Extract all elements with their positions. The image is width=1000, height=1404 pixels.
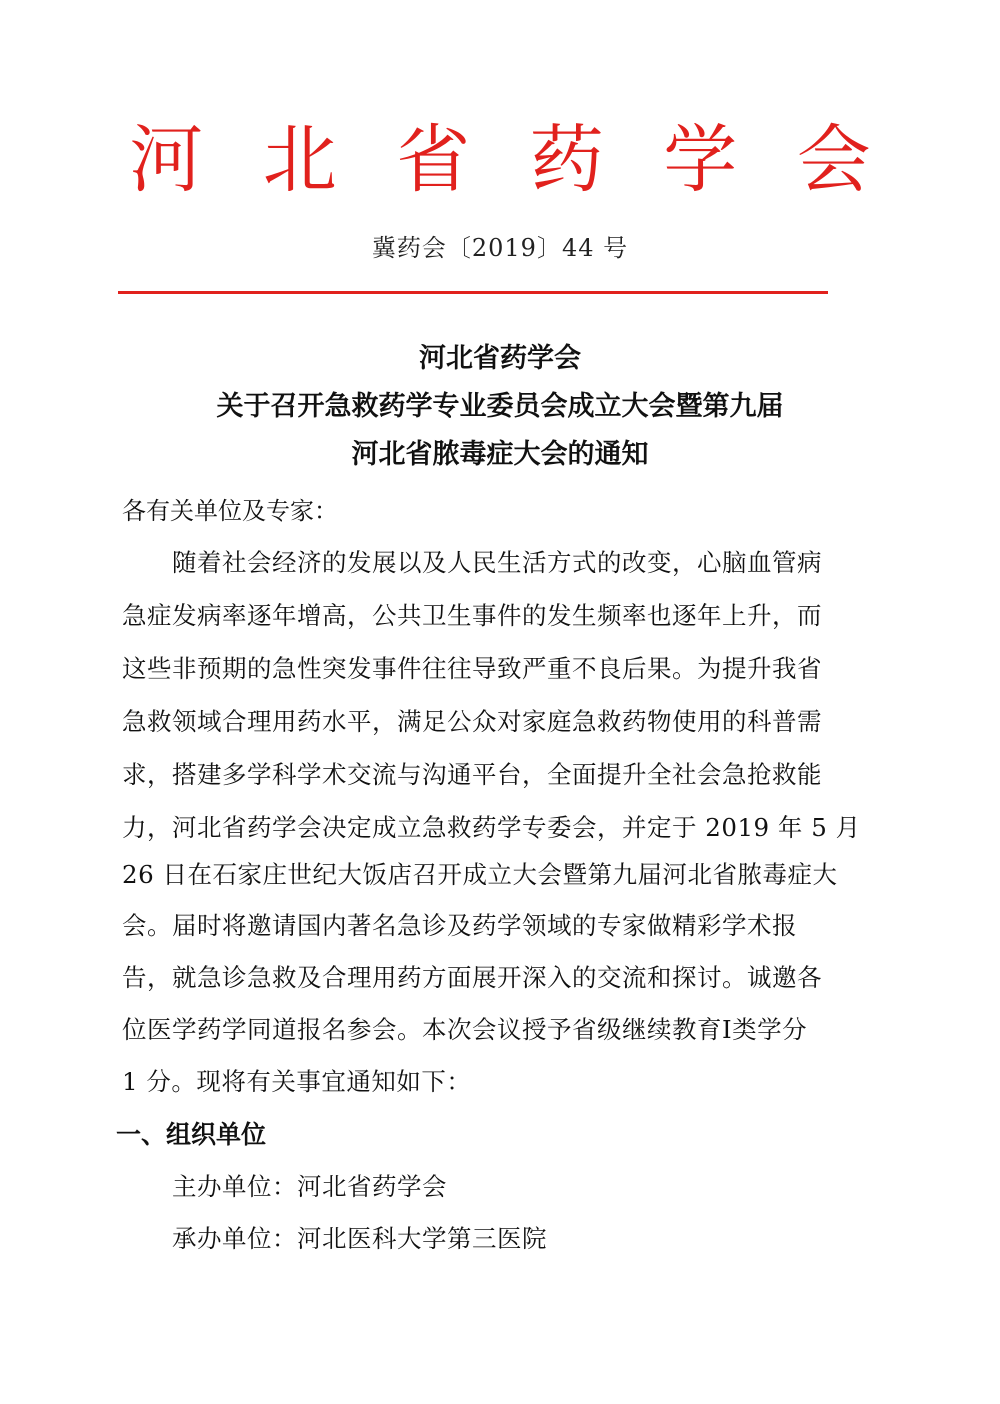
- section-heading-organizers: 一、组织单位: [116, 1120, 267, 1149]
- host-unit: 主办单位：河北省药学会: [172, 1172, 447, 1201]
- body-line: 会。届时将邀请国内著名急诊及药学领域的专家做精彩学术报: [122, 911, 797, 940]
- body-line: 急救领域合理用药水平，满足公众对家庭急救药物使用的科普需: [122, 707, 822, 736]
- letterhead-divider: [118, 291, 828, 294]
- notice-title-line-2: 关于召开急救药学专业委员会成立大会暨第九届: [216, 391, 784, 422]
- body-line: 告，就急诊急救及合理用药方面展开深入的交流和探讨。诚邀各: [122, 963, 822, 992]
- notice-title-line-3: 河北省脓毒症大会的通知: [351, 439, 649, 470]
- notice-title: [0, 335, 1000, 479]
- salutation: 各有关单位及专家：: [122, 497, 338, 525]
- organizer-unit: 承办单位：河北医科大学第三医院: [172, 1224, 547, 1253]
- body-line: 位医学药学同道报名参会。本次会议授予省级继续教育Ⅰ类学分: [122, 1015, 808, 1044]
- body-line: 26 日在石家庄世纪大饭店召开成立大会暨第九届河北省脓毒症大: [122, 860, 838, 889]
- notice-title-line-1: 河北省药学会: [419, 343, 581, 374]
- body-line: 随着社会经济的发展以及人民生活方式的改变，心脑血管病: [172, 548, 822, 577]
- body-line: 1 分。现将有关事宜通知如下：: [122, 1067, 472, 1096]
- org-letterhead-title: 河 北 省 药 学 会: [129, 117, 889, 203]
- body-line: 力，河北省药学会决定成立急救药学专委会，并定于 2019 年 5 月: [122, 813, 861, 842]
- document-number: 冀药会〔2019〕44 号: [371, 234, 629, 262]
- body-line: 这些非预期的急性突发事件往往导致严重不良后果。为提升我省: [122, 654, 822, 683]
- body-line: 求，搭建多学科学术交流与沟通平台，全面提升全社会急抢救能: [122, 760, 822, 789]
- body-line: 急症发病率逐年增高，公共卫生事件的发生频率也逐年上升，而: [122, 601, 822, 630]
